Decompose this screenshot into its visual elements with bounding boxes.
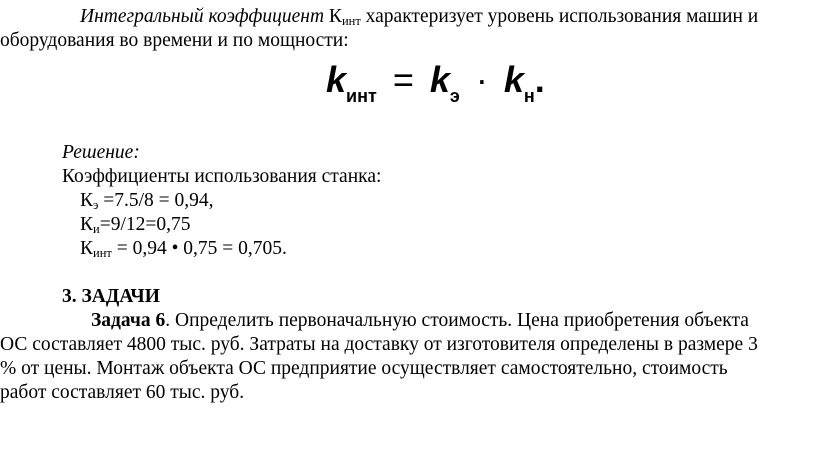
task-line-1: Задача 6. Определить первоначальную стоимость. Цена приобретения объекта	[91, 310, 749, 331]
intro-line-1	[80, 5, 758, 29]
formula: $k_{инт} = k_э \cdot k_н$.	[326, 59, 545, 106]
solution-intro: Коэффициенты использования станка:	[62, 166, 382, 187]
intro-term: Интегральный коэффициент	[80, 6, 325, 27]
task-line-4: работ составляет 60 тыс. руб.	[0, 382, 245, 403]
intro-symbol: $К_{инт}$	[328, 6, 361, 28]
intro-text: характеризует уровень использования машин и	[365, 6, 759, 27]
tasks-heading: 3. ЗАДАЧИ	[62, 286, 160, 307]
solution-line: $К_и=9/12=0,75$	[80, 214, 191, 236]
task-line-2: ОС составляет 4800 тыс. руб. Затраты на доставку от изготовителя определены в размере 3	[0, 334, 758, 355]
solution-heading: Решение:	[62, 142, 140, 163]
task-line-3: % от цены. Монтаж объекта ОС предприятие осуществляет самостоятельно, стоимость	[0, 358, 728, 379]
solution-line: $К_э =7.5/8 = 0,94$,	[80, 190, 214, 212]
task-label: Задача 6	[91, 310, 166, 331]
intro-line-2: оборудования во времени и по мощности:	[0, 30, 349, 51]
solution-line: $К_{инт} = 0,94$ • 0,75 = 0,705.	[80, 238, 287, 260]
